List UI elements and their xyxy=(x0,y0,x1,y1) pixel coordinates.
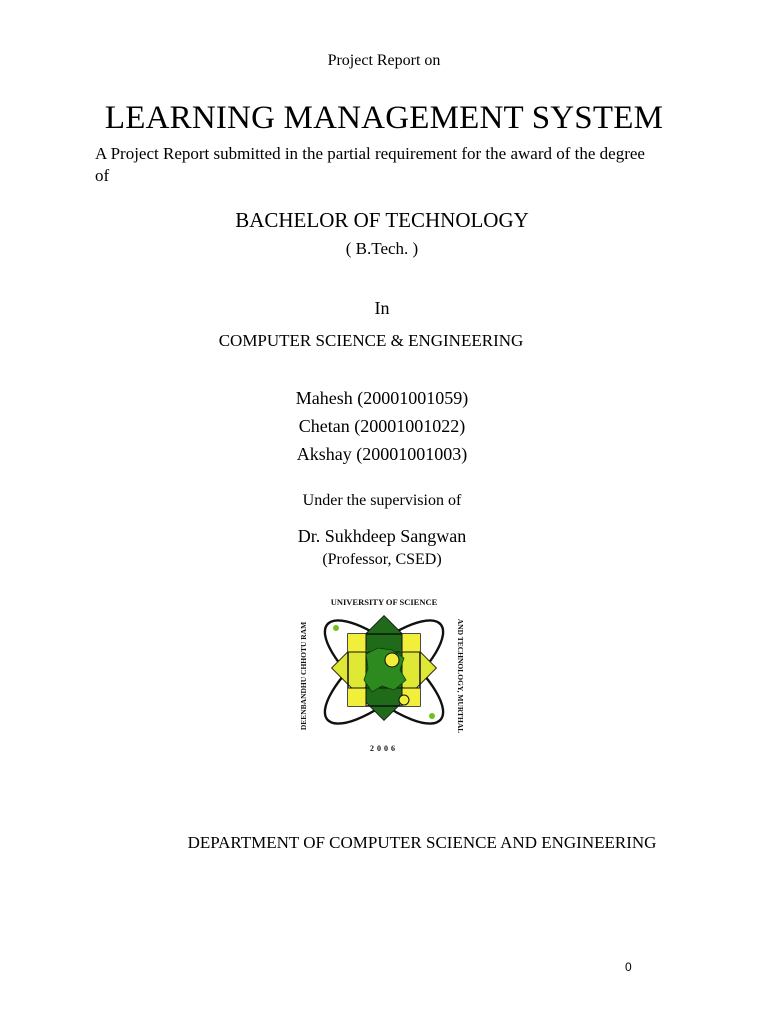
submission-statement-line-2: of xyxy=(95,166,110,185)
supervisor-name: Dr. Sukhdeep Sangwan xyxy=(297,526,467,546)
supervision-label: Under the supervision of xyxy=(302,492,462,509)
logo-right-text: AND TECHNOLOGY, MURTHAL xyxy=(456,618,465,734)
page-number: 0 xyxy=(625,960,632,974)
student-name: Mahesh (20001001059) xyxy=(295,388,469,408)
project-title: LEARNING MANAGEMENT SYSTEM xyxy=(104,100,664,136)
logo-top-text: UNIVERSITY OF SCIENCE xyxy=(330,597,438,607)
logo-left-text: DEENBANDHU CHHOTU RAM xyxy=(299,621,308,731)
branch-name: COMPUTER SCIENCE & ENGINEERING xyxy=(218,331,524,350)
degree-name: BACHELOR OF TECHNOLOGY xyxy=(235,208,529,232)
university-logo xyxy=(296,594,472,758)
submission-statement-line-1: A Project Report submitted in the partial requirement for the award of the degree xyxy=(95,144,645,163)
student-name: Chetan (20001001022) xyxy=(298,416,466,436)
supervisor-designation: (Professor, CSED) xyxy=(322,551,442,568)
department-name: DEPARTMENT OF COMPUTER SCIENCE AND ENGINEERING xyxy=(187,833,657,852)
in-label: In xyxy=(374,298,390,318)
student-name: Akshay (20001001003) xyxy=(296,444,468,464)
report-kicker: Project Report on xyxy=(327,52,441,69)
logo-year: 2006 xyxy=(370,744,398,753)
degree-abbreviation: ( B.Tech. ) xyxy=(345,239,419,258)
